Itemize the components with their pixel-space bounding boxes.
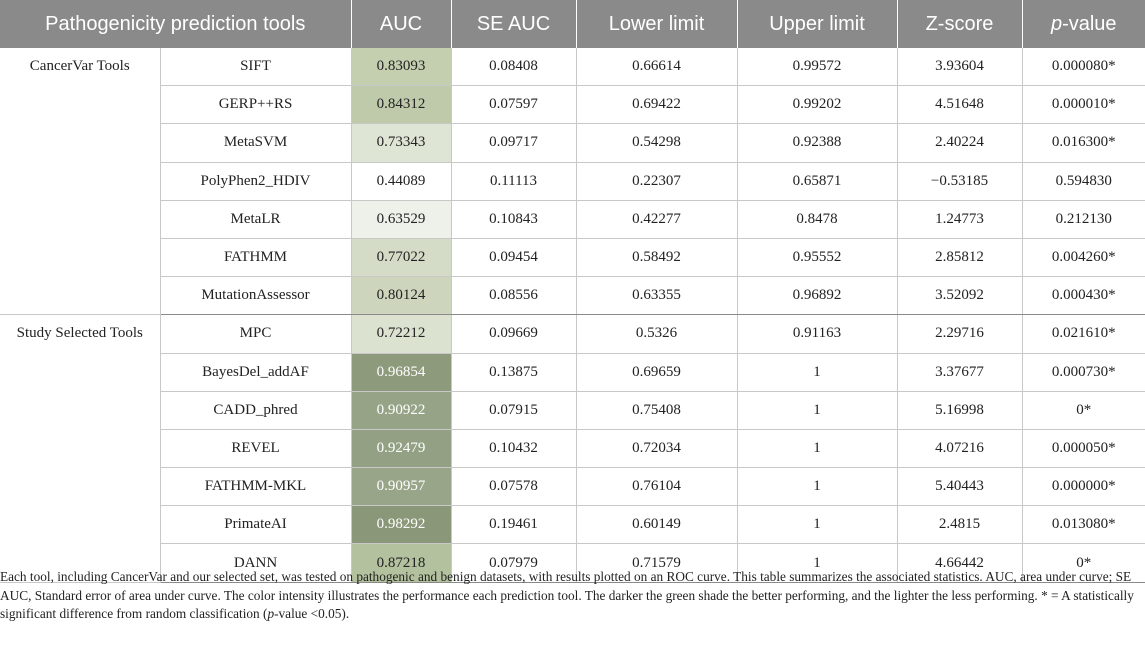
auc-value: 0.83093	[351, 48, 451, 86]
lower-limit-value: 0.71579	[576, 544, 737, 582]
auc-value: 0.63529	[351, 200, 451, 238]
upper-limit-value: 0.99572	[737, 48, 897, 86]
p-value: 0*	[1022, 544, 1145, 582]
z-score-value: 3.52092	[897, 277, 1022, 315]
auc-value: 0.84312	[351, 86, 451, 124]
z-score-value: 3.93604	[897, 48, 1022, 86]
header-lower-limit: Lower limit	[576, 0, 737, 48]
auc-value: 0.90957	[351, 468, 451, 506]
tool-name: PolyPhen2_HDIV	[160, 162, 351, 200]
table-row	[0, 238, 1145, 276]
auc-value: 0.96854	[351, 353, 451, 391]
table-row	[0, 315, 1145, 353]
p-value: 0.000000*	[1022, 468, 1145, 506]
upper-limit-value: 0.99202	[737, 86, 897, 124]
upper-limit-value: 1	[737, 506, 897, 544]
tool-name: SIFT	[160, 48, 351, 86]
table-row	[0, 86, 1145, 124]
lower-limit-value: 0.5326	[576, 315, 737, 353]
z-score-value: 5.16998	[897, 391, 1022, 429]
auc-value: 0.44089	[351, 162, 451, 200]
lower-limit-value: 0.69422	[576, 86, 737, 124]
lower-limit-value: 0.63355	[576, 277, 737, 315]
tool-name: MPC	[160, 315, 351, 353]
group-label: CancerVar Tools	[0, 48, 160, 315]
auc-value: 0.73343	[351, 124, 451, 162]
se-auc-value: 0.09717	[451, 124, 576, 162]
se-auc-value: 0.09454	[451, 238, 576, 276]
auc-value: 0.80124	[351, 277, 451, 315]
tool-name: DANN	[160, 544, 351, 582]
auc-value: 0.92479	[351, 429, 451, 467]
tool-name: FATHMM	[160, 238, 351, 276]
header-auc: AUC	[351, 0, 451, 48]
p-value: 0.000430*	[1022, 277, 1145, 315]
table-row	[0, 429, 1145, 467]
upper-limit-value: 0.65871	[737, 162, 897, 200]
p-value: 0.004260*	[1022, 238, 1145, 276]
se-auc-value: 0.10432	[451, 429, 576, 467]
upper-limit-value: 1	[737, 468, 897, 506]
table-row	[0, 506, 1145, 544]
tool-name: FATHMM-MKL	[160, 468, 351, 506]
lower-limit-value: 0.75408	[576, 391, 737, 429]
z-score-value: 2.29716	[897, 315, 1022, 353]
tool-name: MetaSVM	[160, 124, 351, 162]
se-auc-value: 0.08556	[451, 277, 576, 315]
lower-limit-value: 0.58492	[576, 238, 737, 276]
lower-limit-value: 0.22307	[576, 162, 737, 200]
se-auc-value: 0.07597	[451, 86, 576, 124]
se-auc-value: 0.19461	[451, 506, 576, 544]
z-score-value: 2.4815	[897, 506, 1022, 544]
header-z-score: Z-score	[897, 0, 1022, 48]
p-value: 0.013080*	[1022, 506, 1145, 544]
header-p-value: p-value	[1022, 0, 1145, 48]
header-tools: Pathogenicity prediction tools	[0, 0, 351, 48]
z-score-value: −0.53185	[897, 162, 1022, 200]
p-value: 0.000730*	[1022, 353, 1145, 391]
upper-limit-value: 0.91163	[737, 315, 897, 353]
header-se-auc: SE AUC	[451, 0, 576, 48]
z-score-value: 1.24773	[897, 200, 1022, 238]
tool-name: MutationAssessor	[160, 277, 351, 315]
upper-limit-value: 1	[737, 429, 897, 467]
lower-limit-value: 0.72034	[576, 429, 737, 467]
tool-name: MetaLR	[160, 200, 351, 238]
upper-limit-value: 1	[737, 544, 897, 582]
table-row	[0, 200, 1145, 238]
tool-name: PrimateAI	[160, 506, 351, 544]
group-label: Study Selected Tools	[0, 315, 160, 582]
upper-limit-value: 0.92388	[737, 124, 897, 162]
z-score-value: 2.85812	[897, 238, 1022, 276]
p-value: 0.021610*	[1022, 315, 1145, 353]
upper-limit-value: 0.8478	[737, 200, 897, 238]
table-row	[0, 353, 1145, 391]
upper-limit-value: 1	[737, 391, 897, 429]
se-auc-value: 0.13875	[451, 353, 576, 391]
lower-limit-value: 0.60149	[576, 506, 737, 544]
table-row	[0, 162, 1145, 200]
p-value: 0*	[1022, 391, 1145, 429]
tool-name: GERP++RS	[160, 86, 351, 124]
table-row	[0, 391, 1145, 429]
tool-name: BayesDel_addAF	[160, 353, 351, 391]
lower-limit-value: 0.66614	[576, 48, 737, 86]
se-auc-value: 0.08408	[451, 48, 576, 86]
z-score-value: 4.66442	[897, 544, 1022, 582]
auc-value: 0.77022	[351, 238, 451, 276]
header-upper-limit: Upper limit	[737, 0, 897, 48]
z-score-value: 3.37677	[897, 353, 1022, 391]
upper-limit-value: 0.96892	[737, 277, 897, 315]
z-score-value: 4.07216	[897, 429, 1022, 467]
z-score-value: 5.40443	[897, 468, 1022, 506]
table-footnote: Each tool, including CancerVar and our selected set, was tested on pathogenic and benign datasets, with results plotted on an ROC curve. This table summarizes the associated statistics. AUC, area under curve; SE AUC, Standard error of area under curve. The color intensity illustrates the performance each prediction tool. The darker the green shade the better performing, and the lighter the less performing. * = A statistically significant difference from random classification (p-value <0.05).	[0, 569, 1134, 621]
se-auc-value: 0.11113	[451, 162, 576, 200]
p-value: 0.000010*	[1022, 86, 1145, 124]
upper-limit-value: 1	[737, 353, 897, 391]
lower-limit-value: 0.76104	[576, 468, 737, 506]
table-row	[0, 48, 1145, 86]
z-score-value: 2.40224	[897, 124, 1022, 162]
lower-limit-value: 0.42277	[576, 200, 737, 238]
p-value: 0.212130	[1022, 200, 1145, 238]
se-auc-value: 0.07578	[451, 468, 576, 506]
p-value: 0.016300*	[1022, 124, 1145, 162]
table-row	[0, 468, 1145, 506]
p-value: 0.594830	[1022, 162, 1145, 200]
tool-name: CADD_phred	[160, 391, 351, 429]
se-auc-value: 0.09669	[451, 315, 576, 353]
p-value: 0.000050*	[1022, 429, 1145, 467]
se-auc-value: 0.10843	[451, 200, 576, 238]
auc-value: 0.87218	[351, 544, 451, 582]
upper-limit-value: 0.95552	[737, 238, 897, 276]
tool-name: REVEL	[160, 429, 351, 467]
z-score-value: 4.51648	[897, 86, 1022, 124]
table-row	[0, 277, 1145, 315]
se-auc-value: 0.07979	[451, 544, 576, 582]
auc-value: 0.72212	[351, 315, 451, 353]
header-row	[0, 0, 1145, 48]
lower-limit-value: 0.69659	[576, 353, 737, 391]
table-row	[0, 124, 1145, 162]
p-value: 0.000080*	[1022, 48, 1145, 86]
se-auc-value: 0.07915	[451, 391, 576, 429]
auc-value: 0.98292	[351, 506, 451, 544]
auc-value: 0.90922	[351, 391, 451, 429]
lower-limit-value: 0.54298	[576, 124, 737, 162]
